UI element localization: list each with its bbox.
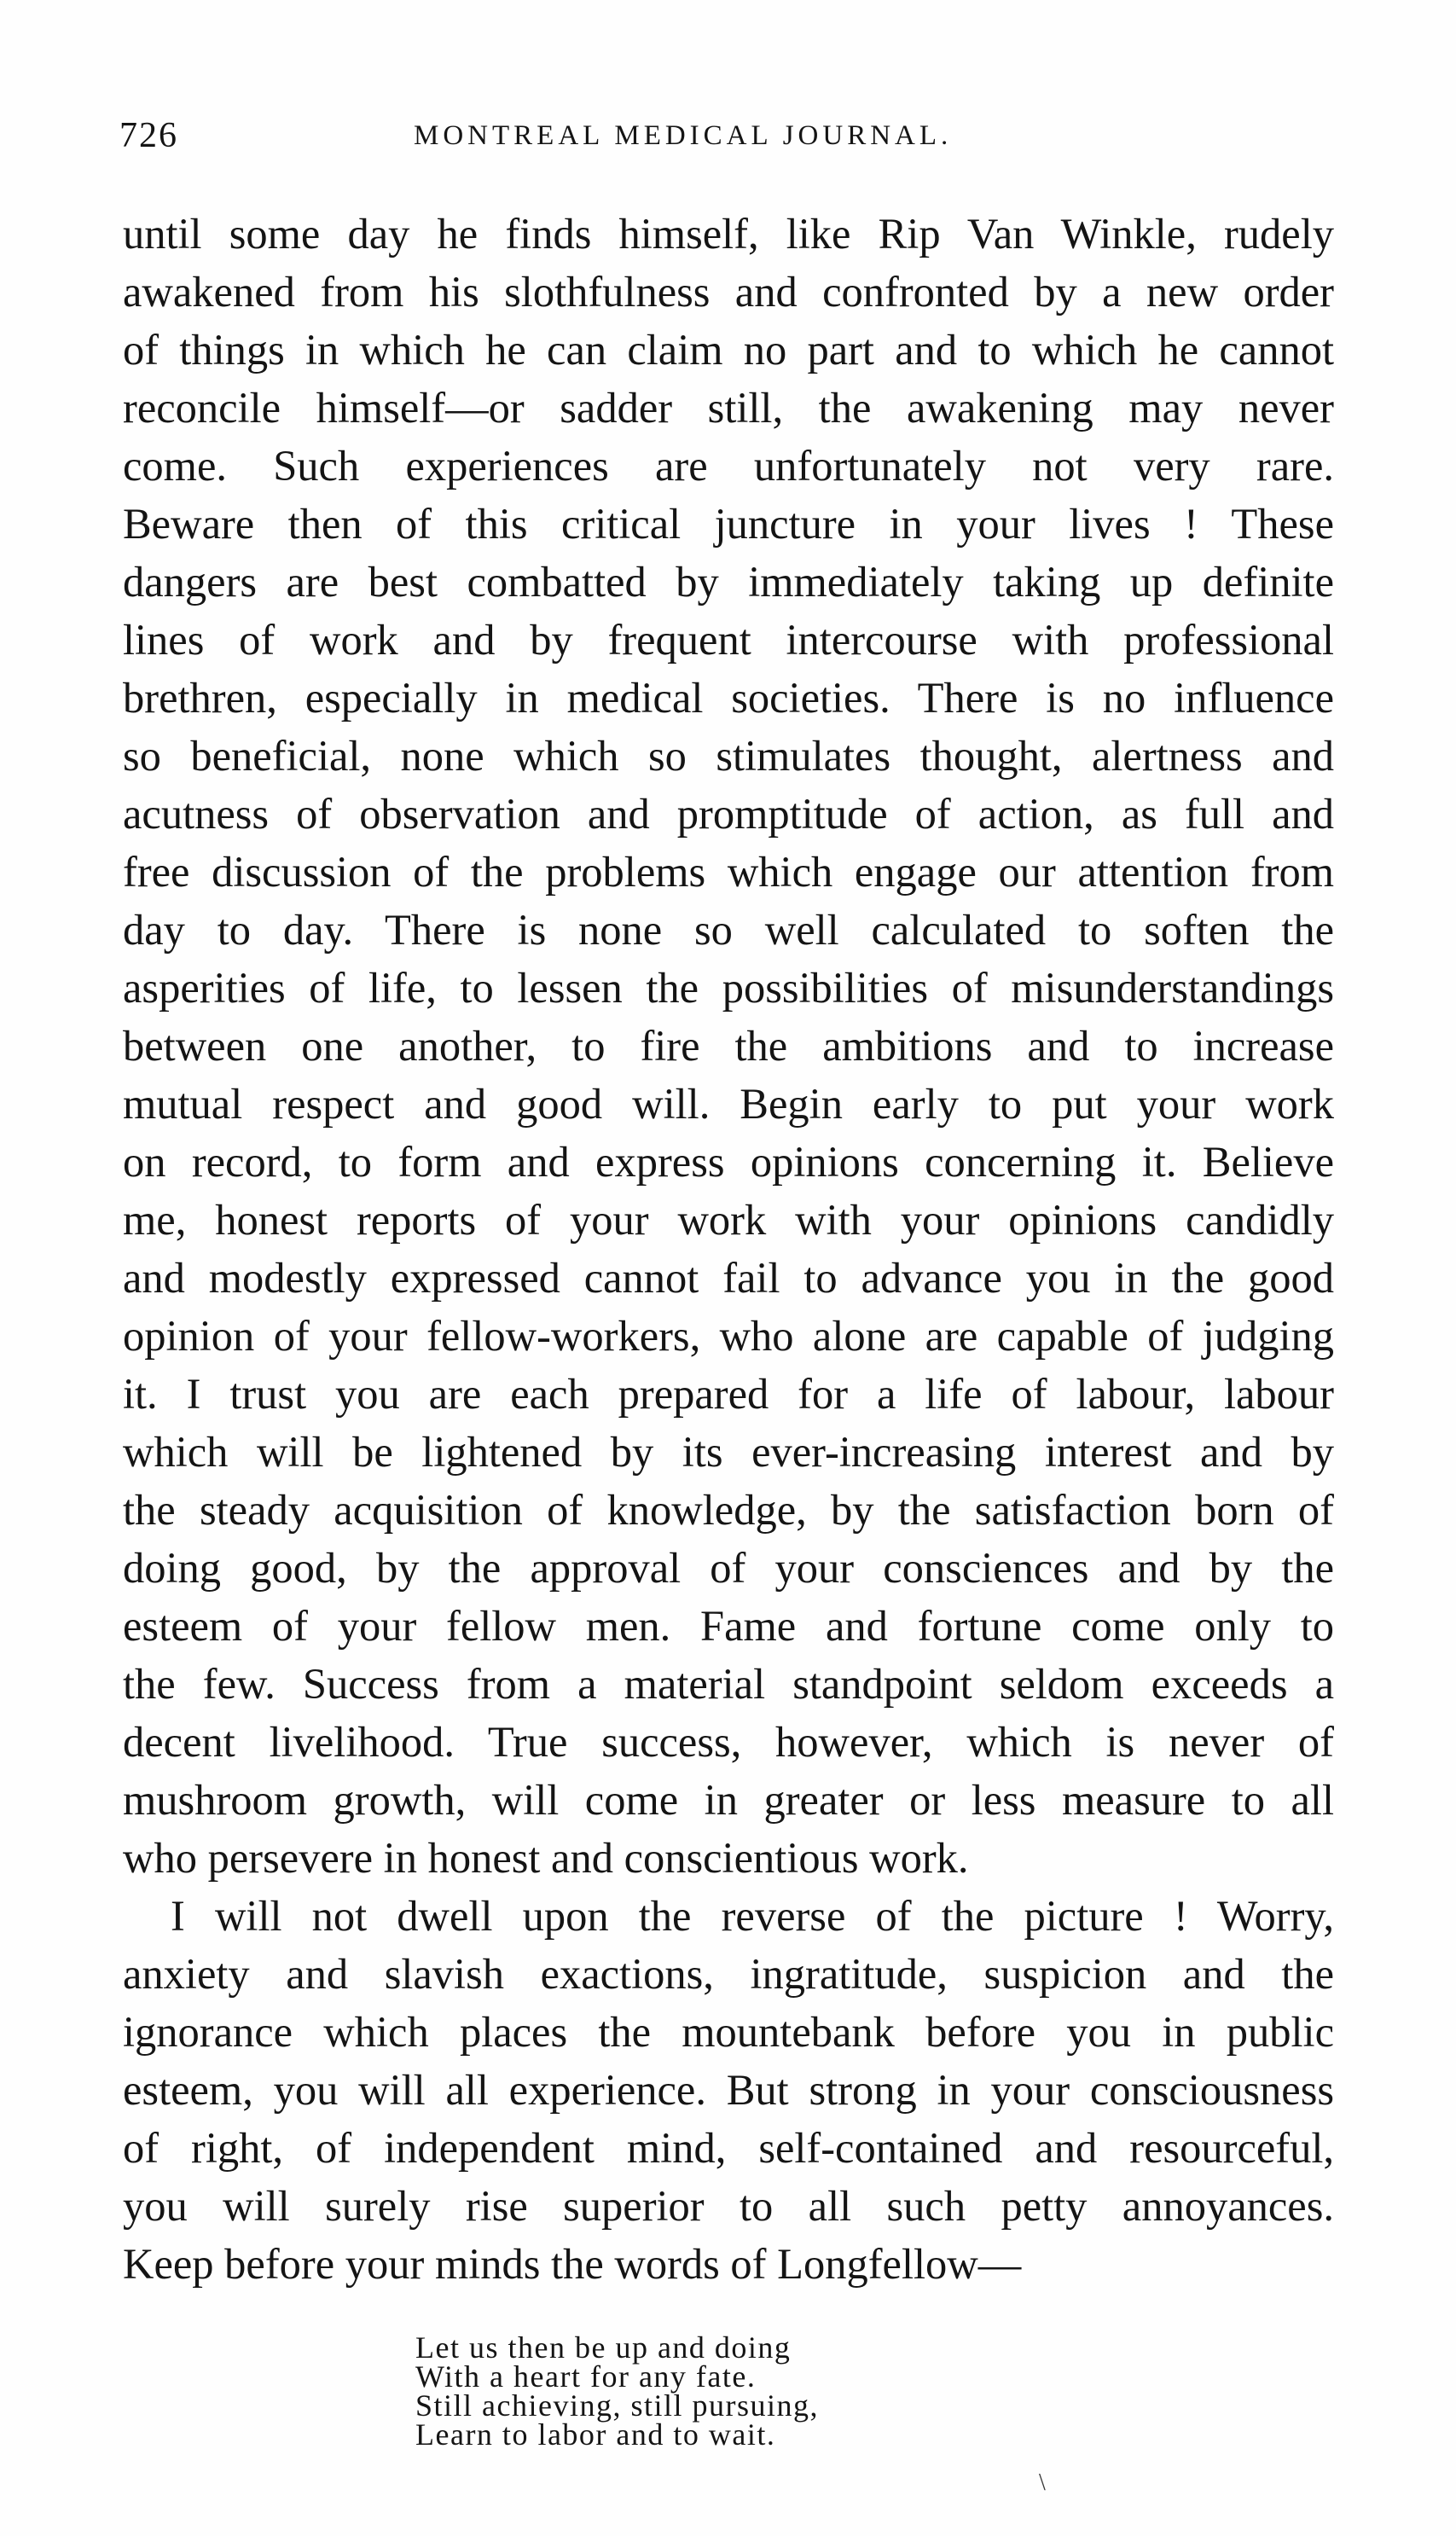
text-line: which will be lightened by its ever-increasing interest and by	[123, 1428, 1334, 1476]
text-line: the few. Success from a material standpoint seldom exceeds a	[123, 1660, 1334, 1708]
paragraph	[123, 1887, 1334, 2293]
text-line: asperities of life, to lessen the possibilities of misunderstandings	[123, 964, 1334, 1012]
text-line: who persevere in honest and conscientious work.	[123, 1834, 969, 1882]
text-line: until some day he finds himself, like Rip Van Winkle, rudely	[123, 210, 1334, 258]
verse-line: With a heart for any fate.	[415, 2359, 757, 2394]
text-line: esteem, you will all experience. But strong in your consciousness	[123, 2066, 1334, 2114]
text-line: mutual respect and good will. Begin early to put your work	[123, 1080, 1334, 1128]
text-line: opinion of your fellow-workers, who alone are capable of judging	[123, 1312, 1334, 1360]
article-body	[123, 205, 1334, 2293]
text-line: me, honest reports of your work with your opinions candidly	[123, 1196, 1334, 1244]
text-line: Keep before your minds the words of Longfellow—	[123, 2240, 1022, 2288]
page-number: 726	[119, 116, 178, 155]
text-line: awakened from his slothfulness and confronted by a new order	[123, 268, 1334, 316]
text-line: decent livelihood. True success, however, which is never of	[123, 1718, 1334, 1766]
text-line: I will not dwell upon the reverse of the picture ! Worry,	[171, 1892, 1334, 1940]
verse-line: Still achieving, still pursuing,	[415, 2388, 819, 2423]
text-line: dangers are best combatted by immediately taking up definite	[123, 558, 1334, 606]
text-line: the steady acquisition of knowledge, by the satisfaction born of	[123, 1486, 1334, 1534]
page-header	[119, 115, 1339, 166]
stray-ink-mark: \	[1039, 2469, 1046, 2496]
verse-line: Learn to labor and to wait.	[415, 2417, 776, 2452]
paragraph	[123, 205, 1334, 1887]
text-line: of right, of independent mind, self-contained and resourceful,	[123, 2124, 1334, 2172]
text-line: acutness of observation and promptitude of action, as full and	[123, 790, 1334, 838]
text-line: and modestly expressed cannot fail to advance you in the good	[123, 1254, 1334, 1302]
text-line: between one another, to fire the ambitions and to increase	[123, 1022, 1334, 1070]
text-line: ignorance which places the mountebank before you in public	[123, 2008, 1334, 2056]
text-line: you will surely rise superior to all such petty annoyances.	[123, 2182, 1334, 2230]
text-line: on record, to form and express opinions concerning it. Believe	[123, 1138, 1334, 1186]
text-line: lines of work and by frequent intercourse with professional	[123, 616, 1334, 664]
text-line: mushroom growth, will come in greater or less measure to all	[123, 1776, 1334, 1824]
text-line: it. I trust you are each prepared for a life of labour, labour	[123, 1370, 1334, 1418]
verse-quotation	[415, 2330, 819, 2452]
verse-line: Let us then be up and doing	[415, 2330, 792, 2365]
text-line: come. Such experiences are unfortunately not very rare.	[123, 442, 1334, 490]
text-line: day to day. There is none so well calculated to soften the	[123, 906, 1334, 954]
text-line: so beneficial, none which so stimulates thought, alertness and	[123, 732, 1334, 780]
text-line: esteem of your fellow men. Fame and fortune come only to	[123, 1602, 1334, 1650]
text-line: brethren, especially in medical societies. There is no influence	[123, 674, 1334, 722]
text-line: free discussion of the problems which engage our attention from	[123, 848, 1334, 896]
text-line: anxiety and slavish exactions, ingratitude, suspicion and the	[123, 1950, 1334, 1998]
running-title: MONTREAL MEDICAL JOURNAL.	[414, 120, 953, 151]
text-line: reconcile himself—or sadder still, the awakening may never	[123, 384, 1334, 432]
text-line: doing good, by the approval of your consciences and by the	[123, 1544, 1334, 1592]
text-line: Beware then of this critical juncture in your lives ! These	[123, 500, 1334, 548]
text-line: of things in which he can claim no part and to which he cannot	[123, 326, 1334, 374]
